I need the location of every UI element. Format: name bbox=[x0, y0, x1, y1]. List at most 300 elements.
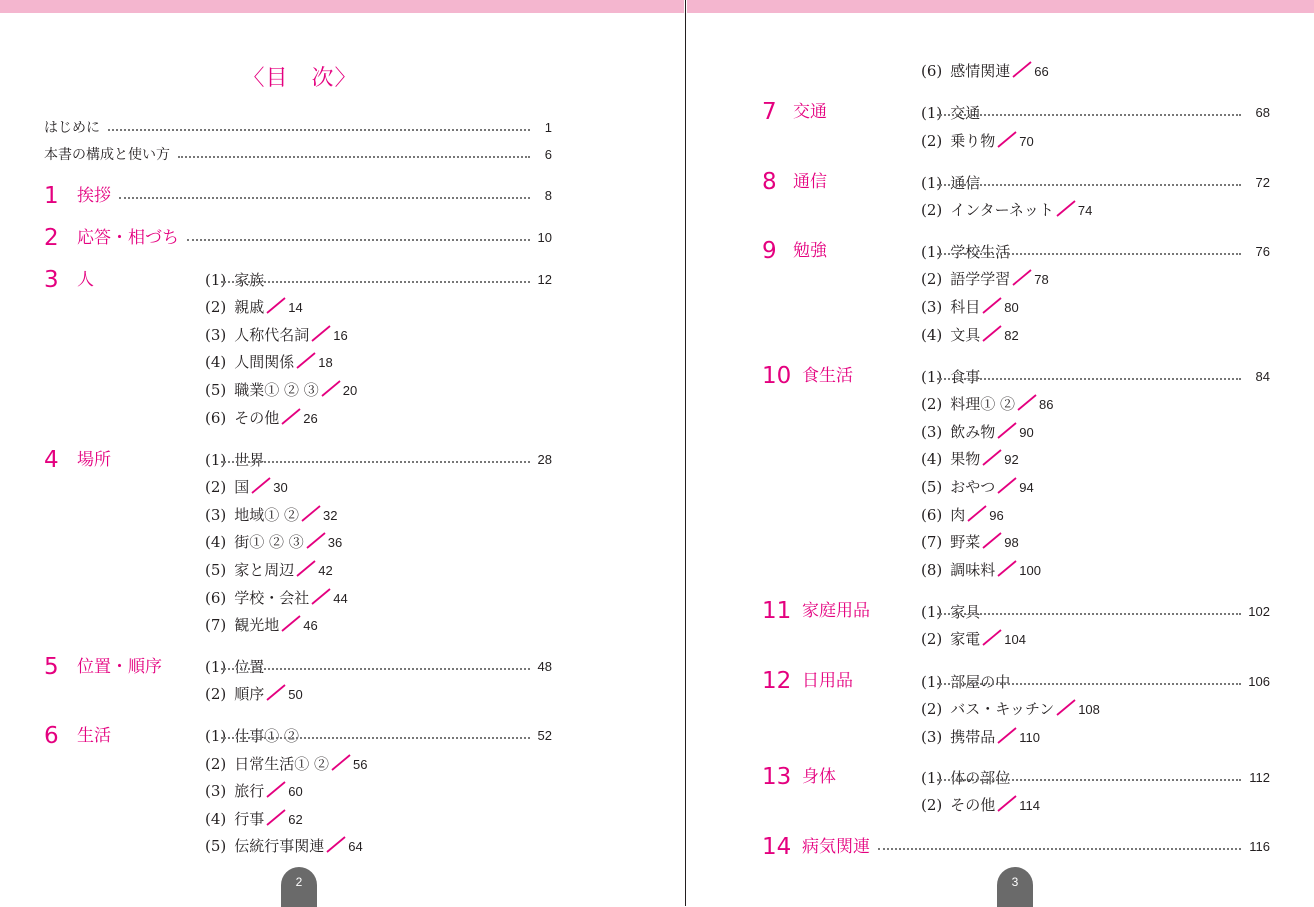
slash-separator-icon bbox=[310, 323, 332, 340]
section-name: 位置・順序 bbox=[77, 657, 162, 677]
dotted-leader bbox=[221, 668, 530, 670]
page-number: 62 bbox=[288, 812, 303, 827]
subitem-text bbox=[921, 445, 1019, 474]
subitem-text bbox=[921, 625, 1026, 654]
subitem-number: (4) bbox=[205, 810, 227, 828]
subitem-text bbox=[205, 446, 264, 474]
page-number: 108 bbox=[1078, 702, 1100, 717]
slash-separator-icon bbox=[295, 350, 317, 367]
page-number: 48 bbox=[537, 659, 552, 674]
subitem-label: 学校・会社 bbox=[234, 589, 310, 607]
section-name: 人 bbox=[77, 270, 94, 290]
dotted-leader bbox=[178, 156, 530, 158]
subitem-text bbox=[921, 791, 1040, 820]
toc-subitem bbox=[686, 668, 1314, 696]
subitem-text bbox=[205, 653, 264, 681]
toc-subitem bbox=[0, 556, 685, 584]
page-number: 96 bbox=[989, 508, 1004, 523]
toc-subitem bbox=[686, 127, 1314, 155]
toc-subitem bbox=[0, 680, 685, 708]
subitem-number: (1) bbox=[921, 368, 943, 386]
page-number: 32 bbox=[323, 508, 338, 523]
subitem-number: (2) bbox=[205, 298, 227, 316]
subitem-number: (3) bbox=[921, 298, 943, 316]
subitem-label: 野菜 bbox=[950, 533, 981, 551]
subitem-number: (2) bbox=[921, 395, 943, 413]
subitem-number: (6) bbox=[205, 409, 227, 427]
subitem-label: その他 bbox=[234, 409, 280, 427]
dotted-leader bbox=[221, 461, 530, 463]
slash-separator-icon bbox=[996, 420, 1018, 437]
subitem-number: (4) bbox=[205, 353, 227, 371]
subitem-text bbox=[205, 832, 363, 861]
top-pink-band-right bbox=[687, 0, 1314, 13]
subitem-label: 国 bbox=[234, 478, 250, 496]
subitem-label: 人称代名詞 bbox=[234, 326, 310, 344]
slash-separator-icon bbox=[1016, 392, 1038, 409]
page-number: 104 bbox=[1004, 632, 1026, 647]
subitem-label: 文具 bbox=[950, 326, 981, 344]
subitem-label: 地域① ② bbox=[234, 506, 300, 524]
subitem-text bbox=[921, 598, 980, 626]
slash-separator-icon bbox=[305, 530, 327, 547]
subitem-text bbox=[205, 293, 303, 322]
subitem-text bbox=[205, 528, 342, 557]
page-number-tab: 2 bbox=[281, 867, 317, 907]
toc-subitem bbox=[686, 764, 1314, 792]
page-number: 70 bbox=[1019, 134, 1034, 149]
subitem-text bbox=[205, 611, 318, 640]
page-number: 6 bbox=[544, 147, 552, 162]
toc-subitem bbox=[686, 695, 1314, 723]
subitem-text bbox=[921, 668, 1010, 696]
page-number: 78 bbox=[1034, 272, 1049, 287]
dotted-leader bbox=[937, 613, 1241, 615]
subitem-number: (2) bbox=[921, 270, 943, 288]
toc-intro-item bbox=[0, 141, 685, 169]
page-number: 112 bbox=[1249, 770, 1270, 785]
subitem-label: バス・キッチン bbox=[950, 700, 1055, 718]
page-number: 74 bbox=[1077, 203, 1093, 218]
page-number: 98 bbox=[1004, 535, 1019, 550]
toc-subitem bbox=[0, 348, 685, 376]
section-number: 12 bbox=[762, 668, 792, 694]
dotted-leader bbox=[937, 378, 1241, 380]
toc-subitem bbox=[0, 750, 685, 778]
subitem-text bbox=[921, 196, 1092, 225]
page-number: 94 bbox=[1019, 480, 1034, 495]
toc-subitem bbox=[686, 169, 1314, 197]
toc-subitem bbox=[686, 238, 1314, 266]
subitem-text bbox=[921, 418, 1034, 447]
slash-separator-icon bbox=[966, 503, 988, 520]
subitem-text bbox=[921, 293, 1019, 322]
subitem-number: (1) bbox=[921, 174, 943, 192]
subitem-label: 食事 bbox=[950, 368, 981, 386]
section-number: 1 bbox=[44, 183, 59, 209]
subitem-text bbox=[205, 321, 348, 350]
subitem-text bbox=[921, 556, 1041, 585]
page-number: 82 bbox=[1004, 328, 1019, 343]
slash-separator-icon bbox=[250, 475, 272, 492]
subitem-text bbox=[921, 528, 1019, 557]
slash-separator-icon bbox=[325, 834, 347, 851]
subitem-text bbox=[921, 169, 980, 197]
subitem-number: (4) bbox=[921, 326, 943, 344]
toc-subitem bbox=[0, 266, 685, 294]
page-number: 18 bbox=[318, 355, 333, 370]
section-name: 応答・相づち bbox=[77, 228, 179, 248]
subitem-label: 親戚 bbox=[234, 298, 265, 316]
section-name: 食生活 bbox=[802, 366, 853, 386]
toc-subitem bbox=[686, 196, 1314, 224]
slash-separator-icon bbox=[981, 323, 1003, 340]
subitem-label: 部屋の中 bbox=[950, 673, 1011, 691]
page-number: 46 bbox=[303, 618, 318, 633]
page-number: 114 bbox=[1019, 798, 1040, 813]
subitem-text bbox=[921, 57, 1049, 86]
section-name: 交通 bbox=[793, 102, 827, 122]
dotted-leader bbox=[937, 253, 1241, 255]
slash-separator-icon bbox=[996, 475, 1018, 492]
page-number: 68 bbox=[1255, 105, 1270, 120]
section-name: 場所 bbox=[77, 450, 111, 470]
section-number: 6 bbox=[44, 723, 59, 749]
toc-subitem bbox=[686, 99, 1314, 127]
subitem-label: 職業① ② ③ bbox=[234, 381, 319, 399]
toc-subitem bbox=[686, 528, 1314, 556]
subitem-label: 家電 bbox=[950, 630, 981, 648]
subitem-text bbox=[921, 473, 1034, 502]
subitem-text bbox=[921, 238, 1010, 266]
page-number: 90 bbox=[1019, 425, 1034, 440]
page-number: 110 bbox=[1019, 730, 1040, 745]
subitem-label: 日常生活① ② bbox=[234, 755, 330, 773]
subitem-number: (6) bbox=[921, 62, 943, 80]
toc-subitem bbox=[686, 723, 1314, 751]
page-number: 60 bbox=[288, 784, 303, 799]
subitem-text bbox=[921, 695, 1100, 724]
toc-subitem bbox=[0, 611, 685, 639]
page-number: 8 bbox=[544, 188, 552, 203]
subitem-number: (3) bbox=[205, 326, 227, 344]
toc-section-heading bbox=[0, 224, 685, 252]
subitem-text bbox=[921, 363, 980, 391]
subitem-number: (1) bbox=[205, 727, 227, 745]
slash-separator-icon bbox=[981, 530, 1003, 547]
slash-separator-icon bbox=[280, 406, 302, 423]
subitem-label: おやつ bbox=[950, 478, 996, 496]
section-name: 家庭用品 bbox=[802, 601, 870, 621]
toc-subitem bbox=[686, 265, 1314, 293]
section-number: 9 bbox=[762, 238, 777, 264]
slash-separator-icon bbox=[265, 295, 287, 312]
subitem-text bbox=[205, 722, 299, 750]
toc-subitem bbox=[686, 390, 1314, 418]
subitem-label: 行事 bbox=[234, 810, 265, 828]
dotted-leader bbox=[937, 683, 1241, 685]
subitem-number: (2) bbox=[205, 478, 227, 496]
subitem-number: (1) bbox=[921, 673, 943, 691]
subitem-label: 通信 bbox=[950, 174, 981, 192]
toc-intro-item bbox=[0, 114, 685, 142]
subitem-label: 旅行 bbox=[234, 782, 265, 800]
slash-separator-icon bbox=[300, 503, 322, 520]
dotted-leader bbox=[937, 114, 1241, 116]
toc-subitem bbox=[0, 293, 685, 321]
slash-separator-icon bbox=[265, 682, 287, 699]
page-number: 50 bbox=[288, 687, 303, 702]
section-number: 8 bbox=[762, 169, 777, 195]
dotted-leader bbox=[221, 737, 530, 739]
subitem-label: 世界 bbox=[234, 451, 265, 469]
section-name: 身体 bbox=[802, 767, 836, 787]
subitem-number: (2) bbox=[921, 630, 943, 648]
subitem-number: (2) bbox=[921, 796, 943, 814]
subitem-text bbox=[205, 805, 303, 834]
page-number: 100 bbox=[1019, 563, 1041, 578]
page-number: 14 bbox=[288, 300, 303, 315]
toc-subitem bbox=[686, 293, 1314, 321]
subitem-number: (5) bbox=[205, 561, 227, 579]
slash-separator-icon bbox=[295, 558, 317, 575]
intro-label: はじめに bbox=[44, 120, 100, 136]
slash-separator-icon bbox=[996, 129, 1018, 146]
toc-subitem bbox=[686, 418, 1314, 446]
subitem-label: 感情関連 bbox=[950, 62, 1011, 80]
subitem-number: (1) bbox=[921, 243, 943, 261]
dotted-leader bbox=[108, 129, 530, 131]
subitem-text bbox=[921, 501, 1004, 530]
subitem-label: 携帯品 bbox=[950, 728, 996, 746]
section-number: 3 bbox=[44, 267, 59, 293]
subitem-label: 語学学習 bbox=[950, 270, 1011, 288]
toc-section-heading bbox=[0, 182, 685, 210]
slash-separator-icon bbox=[265, 807, 287, 824]
subitem-text bbox=[921, 265, 1049, 294]
section-number: 14 bbox=[762, 834, 792, 860]
section-number: 11 bbox=[762, 598, 792, 624]
slash-separator-icon bbox=[280, 613, 302, 630]
page-number: 66 bbox=[1034, 64, 1049, 79]
subitem-label: 肉 bbox=[950, 506, 966, 524]
subitem-number: (7) bbox=[205, 616, 227, 634]
subitem-number: (1) bbox=[205, 658, 227, 676]
toc-subitem bbox=[686, 445, 1314, 473]
slash-separator-icon bbox=[1055, 697, 1077, 714]
dotted-leader bbox=[878, 848, 1241, 850]
page-number: 36 bbox=[327, 535, 343, 550]
subitem-number: (7) bbox=[921, 533, 943, 551]
subitem-label: 伝統行事関連 bbox=[234, 837, 325, 855]
section-name: 挨拶 bbox=[77, 186, 111, 206]
toc-subitem bbox=[0, 805, 685, 833]
page-number: 26 bbox=[303, 411, 318, 426]
subitem-label: 順序 bbox=[234, 685, 265, 703]
toc-subitem bbox=[0, 653, 685, 681]
toc-subitem bbox=[686, 791, 1314, 819]
subitem-label: 街① ② ③ bbox=[234, 533, 304, 551]
toc-subitem bbox=[686, 556, 1314, 584]
subitem-text bbox=[205, 777, 303, 806]
subitem-label: 学校生活 bbox=[950, 243, 1011, 261]
subitem-number: (3) bbox=[205, 782, 227, 800]
slash-separator-icon bbox=[981, 295, 1003, 312]
slash-separator-icon bbox=[265, 779, 287, 796]
toc-subitem bbox=[0, 376, 685, 404]
subitem-number: (5) bbox=[205, 837, 227, 855]
slash-separator-icon bbox=[996, 558, 1018, 575]
subitem-label: 仕事① ② bbox=[234, 727, 300, 745]
toc-subitem bbox=[0, 501, 685, 529]
subitem-label: 家族 bbox=[234, 271, 265, 289]
page-number: 84 bbox=[1255, 369, 1270, 384]
toc-subitem bbox=[0, 528, 685, 556]
page-number-tab: 3 bbox=[997, 867, 1033, 907]
subitem-number: (5) bbox=[205, 381, 227, 399]
page-number: 16 bbox=[333, 328, 348, 343]
page-number: 1 bbox=[544, 120, 552, 135]
subitem-text bbox=[921, 723, 1040, 752]
slash-separator-icon bbox=[996, 793, 1018, 810]
slash-separator-icon bbox=[320, 378, 342, 395]
subitem-text bbox=[205, 473, 288, 502]
section-number: 2 bbox=[44, 225, 59, 251]
subitem-number: (2) bbox=[205, 685, 227, 703]
page-number: 30 bbox=[273, 480, 288, 495]
section-name: 日用品 bbox=[802, 671, 853, 691]
page-number: 86 bbox=[1039, 397, 1054, 412]
subitem-number: (4) bbox=[205, 533, 227, 551]
subitem-text bbox=[921, 390, 1054, 419]
subitem-text bbox=[205, 501, 338, 530]
section-name: 勉強 bbox=[793, 241, 827, 261]
subitem-number: (1) bbox=[921, 769, 943, 787]
top-pink-band-left bbox=[0, 0, 684, 13]
subitem-text bbox=[921, 764, 1010, 792]
subitem-label: 調味料 bbox=[950, 561, 996, 579]
toc-subitem bbox=[686, 363, 1314, 391]
subitem-label: その他 bbox=[950, 796, 996, 814]
right-page bbox=[686, 13, 1314, 906]
subitem-number: (1) bbox=[921, 603, 943, 621]
page-number: 64 bbox=[348, 839, 363, 854]
subitem-label: 観光地 bbox=[234, 616, 280, 634]
page-number: 44 bbox=[333, 591, 348, 606]
subitem-number: (1) bbox=[921, 104, 943, 122]
subitem-label: 体の部位 bbox=[950, 769, 1011, 787]
slash-separator-icon bbox=[1011, 59, 1033, 76]
section-number: 13 bbox=[762, 764, 792, 790]
page-number: 10 bbox=[537, 230, 552, 245]
subitem-text bbox=[205, 556, 333, 585]
intro-label: 本書の構成と使い方 bbox=[44, 147, 170, 163]
subitem-text bbox=[205, 584, 348, 613]
section-name: 生活 bbox=[77, 726, 111, 746]
subitem-label: 位置 bbox=[234, 658, 265, 676]
left-page bbox=[0, 13, 685, 906]
subitem-number: (3) bbox=[205, 506, 227, 524]
subitem-number: (2) bbox=[921, 700, 943, 718]
dotted-leader bbox=[187, 239, 530, 241]
page-number: 72 bbox=[1255, 175, 1270, 190]
page-number: 106 bbox=[1248, 674, 1270, 689]
subitem-label: 飲み物 bbox=[950, 423, 996, 441]
slash-separator-icon bbox=[996, 725, 1018, 742]
page-number: 28 bbox=[537, 452, 552, 467]
subitem-text bbox=[205, 376, 357, 405]
subitem-label: 果物 bbox=[950, 450, 981, 468]
page-number: 116 bbox=[1249, 839, 1270, 854]
page-number: 80 bbox=[1004, 300, 1019, 315]
subitem-number: (4) bbox=[921, 450, 943, 468]
subitem-number: (6) bbox=[205, 589, 227, 607]
toc-subitem bbox=[686, 57, 1314, 85]
section-number: 10 bbox=[762, 363, 792, 389]
subitem-number: (5) bbox=[921, 478, 943, 496]
section-number: 7 bbox=[762, 99, 777, 125]
subitem-label: 家と周辺 bbox=[234, 561, 295, 579]
toc-subitem bbox=[686, 598, 1314, 626]
subitem-label: 交通 bbox=[950, 104, 981, 122]
toc-subitem bbox=[686, 473, 1314, 501]
page-number: 92 bbox=[1004, 452, 1019, 467]
dotted-leader bbox=[119, 197, 530, 199]
subitem-label: インターネット bbox=[950, 201, 1054, 219]
toc-subitem bbox=[686, 625, 1314, 653]
subitem-text bbox=[205, 680, 303, 709]
section-number: 5 bbox=[44, 654, 59, 680]
toc-subitem bbox=[0, 722, 685, 750]
subitem-label: 人間関係 bbox=[234, 353, 295, 371]
subitem-number: (3) bbox=[921, 423, 943, 441]
subitem-label: 家具 bbox=[950, 603, 981, 621]
subitem-number: (1) bbox=[205, 451, 227, 469]
slash-separator-icon bbox=[330, 752, 352, 769]
toc-subitem bbox=[0, 321, 685, 349]
toc-subitem bbox=[0, 777, 685, 805]
page-number: 42 bbox=[318, 563, 333, 578]
toc-subitem bbox=[0, 473, 685, 501]
slash-separator-icon bbox=[310, 586, 332, 603]
slash-separator-icon bbox=[1011, 267, 1033, 284]
subitem-text bbox=[205, 404, 318, 433]
subitem-text bbox=[921, 99, 980, 127]
page-number: 52 bbox=[537, 728, 552, 743]
subitem-text bbox=[205, 750, 368, 779]
subitem-number: (2) bbox=[205, 755, 227, 773]
subitem-text bbox=[205, 266, 264, 294]
dotted-leader bbox=[937, 184, 1241, 186]
toc-subitem bbox=[686, 501, 1314, 529]
section-name: 通信 bbox=[793, 172, 827, 192]
subitem-number: (8) bbox=[921, 561, 943, 579]
toc-subitem bbox=[0, 446, 685, 474]
toc-subitem bbox=[0, 584, 685, 612]
toc-subitem bbox=[0, 832, 685, 860]
section-name: 病気関連 bbox=[802, 837, 870, 857]
toc-subitem bbox=[686, 321, 1314, 349]
page-number: 20 bbox=[342, 383, 358, 398]
page-number: 12 bbox=[537, 272, 552, 287]
subitem-label: 乗り物 bbox=[950, 132, 996, 150]
slash-separator-icon bbox=[981, 627, 1003, 644]
subitem-number: (1) bbox=[205, 271, 227, 289]
subitem-number: (2) bbox=[921, 132, 943, 150]
subitem-number: (6) bbox=[921, 506, 943, 524]
subitem-label: 料理① ② bbox=[950, 395, 1016, 413]
dotted-leader bbox=[937, 779, 1241, 781]
